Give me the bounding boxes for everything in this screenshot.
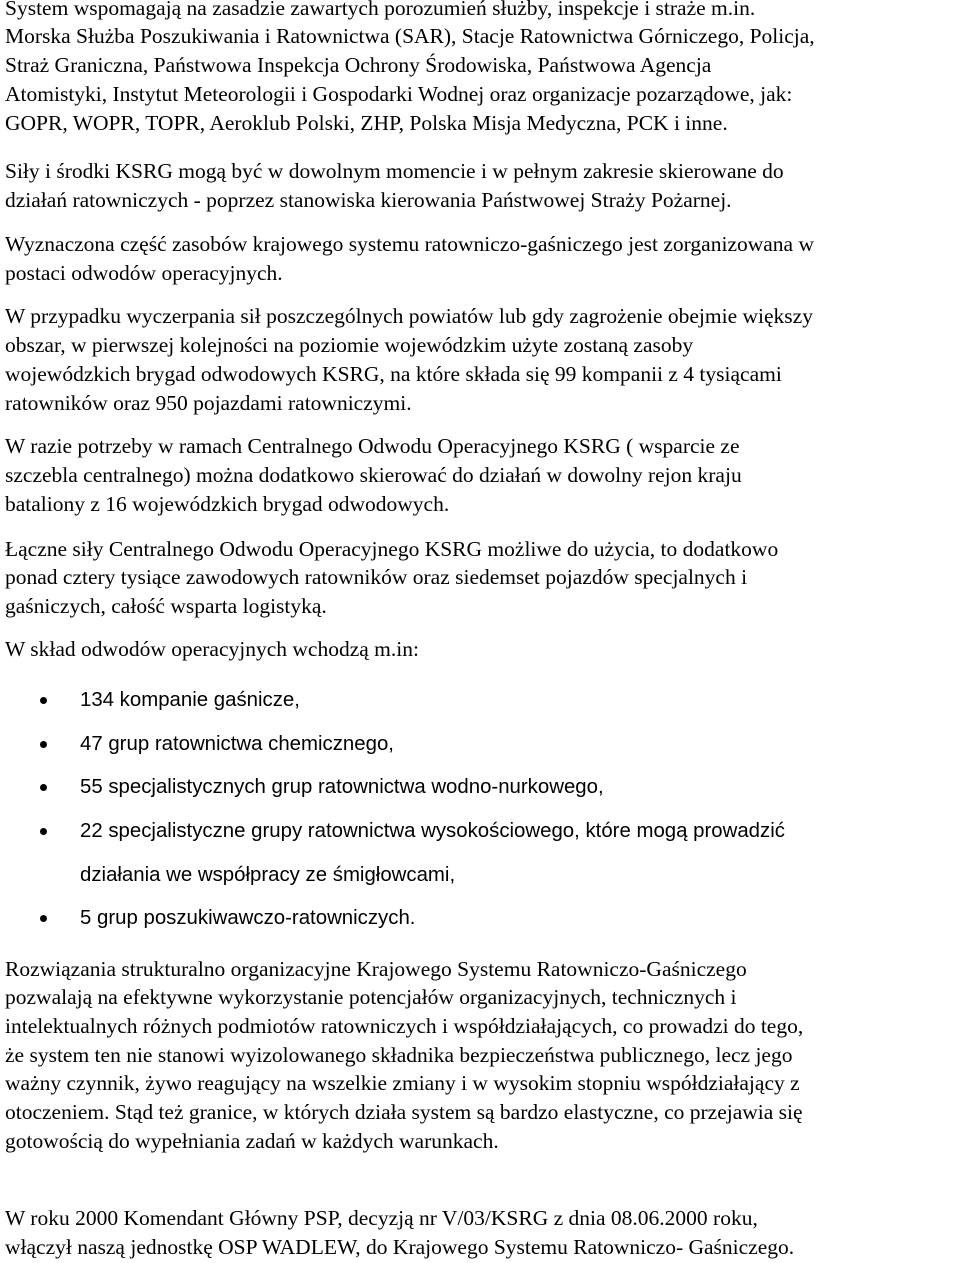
text-line: Rozwiązania strukturalno organizacyjne Krajowego Systemu Ratowniczo-Gaśniczego [5, 957, 747, 981]
bullet-icon [40, 784, 47, 791]
list-item-text: 5 grup poszukiwawczo-ratowniczych. [80, 907, 416, 929]
text-line: włączył naszą jednostkę OSP WADLEW, do Krajowego Systemu Ratowniczo- Gaśniczego. [5, 1235, 795, 1259]
text-line: GOPR, WOPR, TOPR, Aeroklub Polski, ZHP, Polska Misja Medyczna, PCK i inne. [5, 111, 728, 135]
text-line: wojewódzkich brygad odwodowych KSRG, na które składa się 99 kompanii z 4 tysiącami [5, 362, 782, 386]
text-line: System wspomagają na zasadzie zawartych porozumień służby, inspekcje i straże m.in. [5, 0, 756, 20]
text-line: szczebla centralnego) można dodatkowo skierować do działań w dowolny rejon kraju [5, 463, 742, 487]
text-line: gaśniczych, całość wsparta logistyką. [5, 594, 327, 618]
text-line: ratowników oraz 950 pojazdami ratowniczymi. [5, 391, 412, 415]
text-line: W przypadku wyczerpania sił poszczególnych powiatów lub gdy zagrożenie obejmie większy [5, 304, 813, 328]
text-line: ponad cztery tysiące zawodowych ratowników oraz siedemset pojazdów specjalnych i [5, 565, 748, 589]
text-line: postaci odwodów operacyjnych. [5, 261, 283, 285]
bullet-icon [40, 915, 47, 922]
text-line: W skład odwodów operacyjnych wchodzą m.in: [5, 637, 419, 661]
text-line: intelektualnych różnych podmiotów ratowniczych i współdziałających, co prowadzi do tego, [5, 1014, 804, 1038]
text-line: W roku 2000 Komendant Główny PSP, decyzją nr V/03/KSRG z dnia 08.06.2000 roku, [5, 1206, 758, 1230]
list-item-text: 22 specjalistyczne grupy ratownictwa wysokościowego, które mogą prowadzić [80, 820, 785, 842]
list-item-text: działania we współpracy ze śmigłowcami, [80, 864, 456, 886]
bullet-icon [40, 828, 47, 835]
text-line: Atomistyki, Instytut Meteorologii i Gospodarki Wodnej oraz organizacje pozarządowe, jak: [5, 82, 793, 106]
text-line: że system ten nie stanowi wyizolowanego składnika bezpieczeństwa publicznego, lecz jego [5, 1043, 793, 1067]
list-item-text: 55 specjalistycznych grup ratownictwa wodno-nurkowego, [80, 776, 604, 798]
bullet-icon [40, 697, 47, 704]
text-line: Łączne siły Centralnego Odwodu Operacyjnego KSRG możliwe do użycia, to dodatkowo [5, 537, 779, 561]
text-line: obszar, w pierwszej kolejności na poziomie wojewódzkim użyte zostaną zasoby [5, 333, 694, 357]
text-line: Straż Graniczna, Państwowa Inspekcja Ochrony Środowiska, Państwowa Agencja [5, 53, 712, 77]
text-line: Morska Służba Poszukiwania i Ratownictwa (SAR), Stacje Ratownictwa Górniczego, Policja, [5, 24, 815, 48]
bullet-icon [40, 741, 47, 748]
text-line: Wyznaczona część zasobów krajowego systemu ratowniczo-gaśniczego jest zorganizowana w [5, 232, 815, 256]
text-line: Siły i środki KSRG mogą być w dowolnym momencie i w pełnym zakresie skierowane do [5, 159, 784, 183]
list-item-text: 134 kompanie gaśnicze, [80, 689, 300, 711]
text-line: otoczeniem. Stąd też granice, w których działa system są bardzo elastyczne, co przejawia się [5, 1100, 803, 1124]
list-item-text: 47 grup ratownictwa chemicznego, [80, 733, 394, 755]
text-line: pozwalają na efektywne wykorzystanie potencjałów organizacyjnych, technicznych i [5, 985, 737, 1009]
text-line: ważny czynnik, żywo reagujący na wszelkie zmiany i w wysokim stopniu współdziałający z [5, 1071, 800, 1095]
text-line: działań ratowniczych - poprzez stanowiska kierowania Państwowej Straży Pożarnej. [5, 188, 732, 212]
text-line: gotowością do wypełniania zadań w każdych warunkach. [5, 1129, 499, 1153]
text-line: bataliony z 16 wojewódzkich brygad odwodowych. [5, 492, 450, 516]
text-line: W razie potrzeby w ramach Centralnego Odwodu Operacyjnego KSRG ( wsparcie ze [5, 434, 740, 458]
